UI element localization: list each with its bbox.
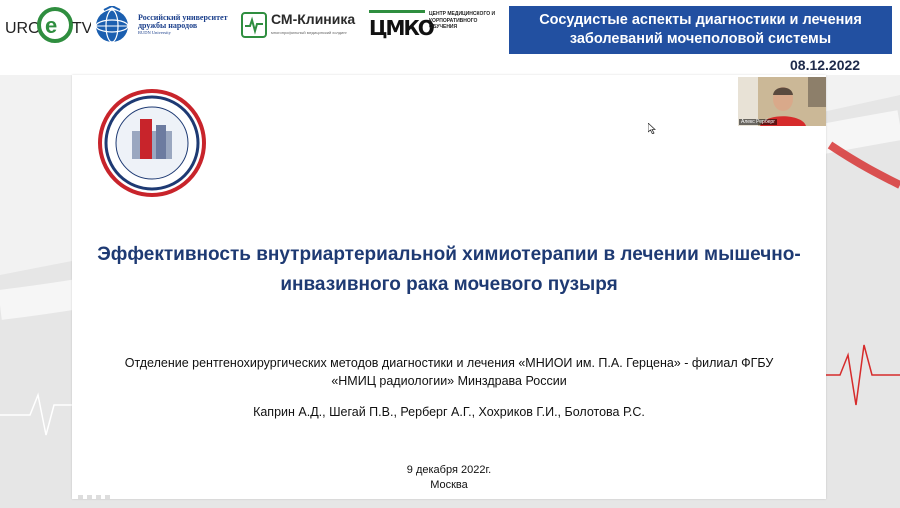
slide-toolbar[interactable] <box>78 488 118 496</box>
slide-authors: Каприн А.Д., Шегай П.В., Рерберг А.Г., Хохриков Г.И., Болотова Р.С. <box>253 405 645 419</box>
presentation-slide <box>72 75 826 499</box>
sm-clinic-icon <box>241 12 267 38</box>
slide-date-block <box>72 463 826 493</box>
cmko-text: ЦЕНТР МЕДИЦИНСКОГО И КОРПОРАТИВНОГО ОБУЧЕНИЯ <box>429 11 496 30</box>
slide-org-line1: Отделение рентгенохирургических методов диагностики и лечения «МНИОИ им. П.А. Герцена» - филиал ФГБУ <box>124 356 774 370</box>
rudn-globe-icon <box>90 6 136 46</box>
mnioi-logo <box>96 87 212 199</box>
rudn-sub: RUDN University <box>138 30 171 35</box>
cmko-mark: ЦМКО <box>369 10 425 40</box>
urotv-logo <box>5 7 91 43</box>
slide-city: Москва <box>430 479 468 491</box>
rudn-name: Российский университет дружбы народов <box>138 13 228 30</box>
slide-title: Эффективность внутриартериальной химиотерапии в лечении мышечно-инвазивного рака мочевого пузыря <box>97 244 801 295</box>
header-bar <box>0 0 900 75</box>
sm-clinic-name: СМ-Клиника <box>271 11 356 27</box>
sm-clinic-sub: многопрофильный медицинский холдинг <box>271 30 347 35</box>
rudn-logo <box>90 6 238 46</box>
speaker-video[interactable] <box>738 77 826 126</box>
urotv-logo-tv: TV <box>72 20 91 37</box>
slide-org-line2: «НМИЦ радиологии» Минздрава России <box>331 374 567 388</box>
urotv-logo-uro: URO <box>5 20 41 37</box>
cmko-logo <box>369 7 499 43</box>
mouse-cursor-icon <box>648 123 656 134</box>
slide-date: 9 декабря 2022г. <box>406 464 492 476</box>
speaker-name: Алекс Рерберг <box>741 119 776 125</box>
conference-date: 08.12.2022 <box>790 57 861 73</box>
slide-organization <box>72 354 826 390</box>
sm-clinic-logo <box>241 10 365 40</box>
conference-title: Сосудистые аспекты диагностики и лечения заболеваний мочеполовой системы <box>509 6 892 54</box>
svg-text:e: e <box>45 13 58 38</box>
